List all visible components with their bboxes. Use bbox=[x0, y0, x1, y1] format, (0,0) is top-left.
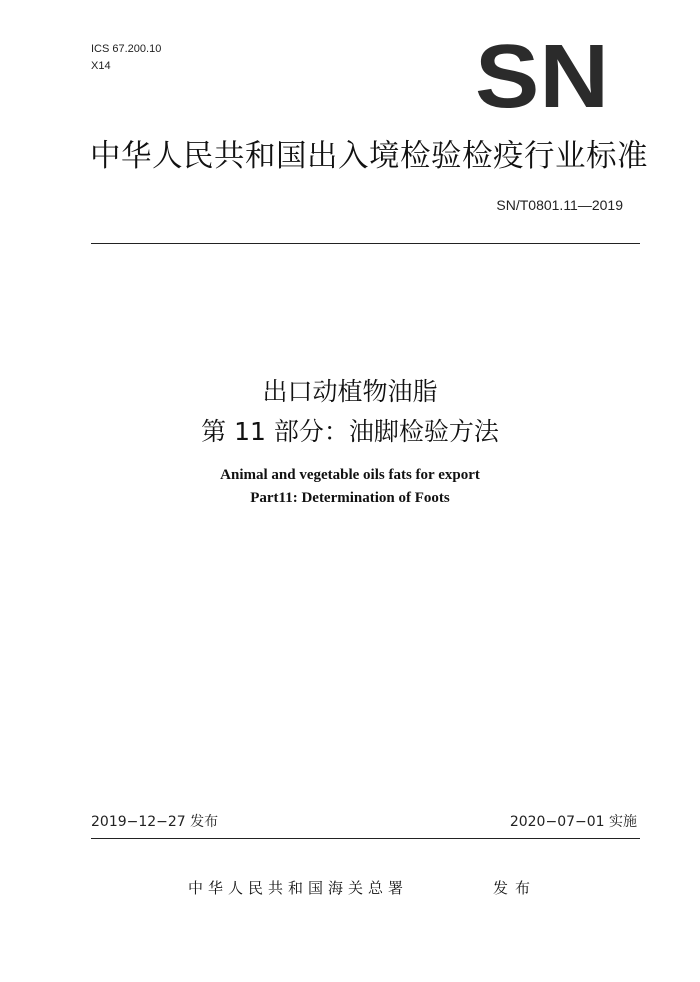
sn-logo-text: SN bbox=[475, 43, 609, 110]
ccs-code: X14 bbox=[91, 60, 111, 72]
chinese-title-line-1: 出口动植物油脂 bbox=[262, 377, 438, 406]
industry-standard-heading: 中华人民共和国出入境检验检疫行业标准 bbox=[90, 139, 648, 174]
english-title-line-2: Part11: Determination of Foots bbox=[250, 490, 450, 506]
chinese-title-line-2: 第 11 部分：油脚检验方法 bbox=[201, 417, 499, 446]
footer-divider bbox=[91, 838, 640, 839]
ics-code: ICS 67.200.10 bbox=[91, 43, 162, 55]
classification-codes bbox=[91, 41, 161, 75]
header-divider bbox=[91, 243, 640, 244]
sn-logo-graphic bbox=[474, 43, 610, 110]
implementation-date: 2020−07−01 实施 bbox=[509, 814, 637, 830]
standard-number: SN/T0801.11—2019 bbox=[496, 197, 623, 213]
issue-date: 2019−12−27 发布 bbox=[91, 814, 219, 830]
english-title-line-1: Animal and vegetable oils fats for export bbox=[220, 467, 480, 483]
publish-label: 发布 bbox=[493, 879, 538, 897]
publisher-name: 中华人民共和国海关总署 bbox=[188, 879, 409, 897]
sn-logo bbox=[474, 43, 610, 110]
